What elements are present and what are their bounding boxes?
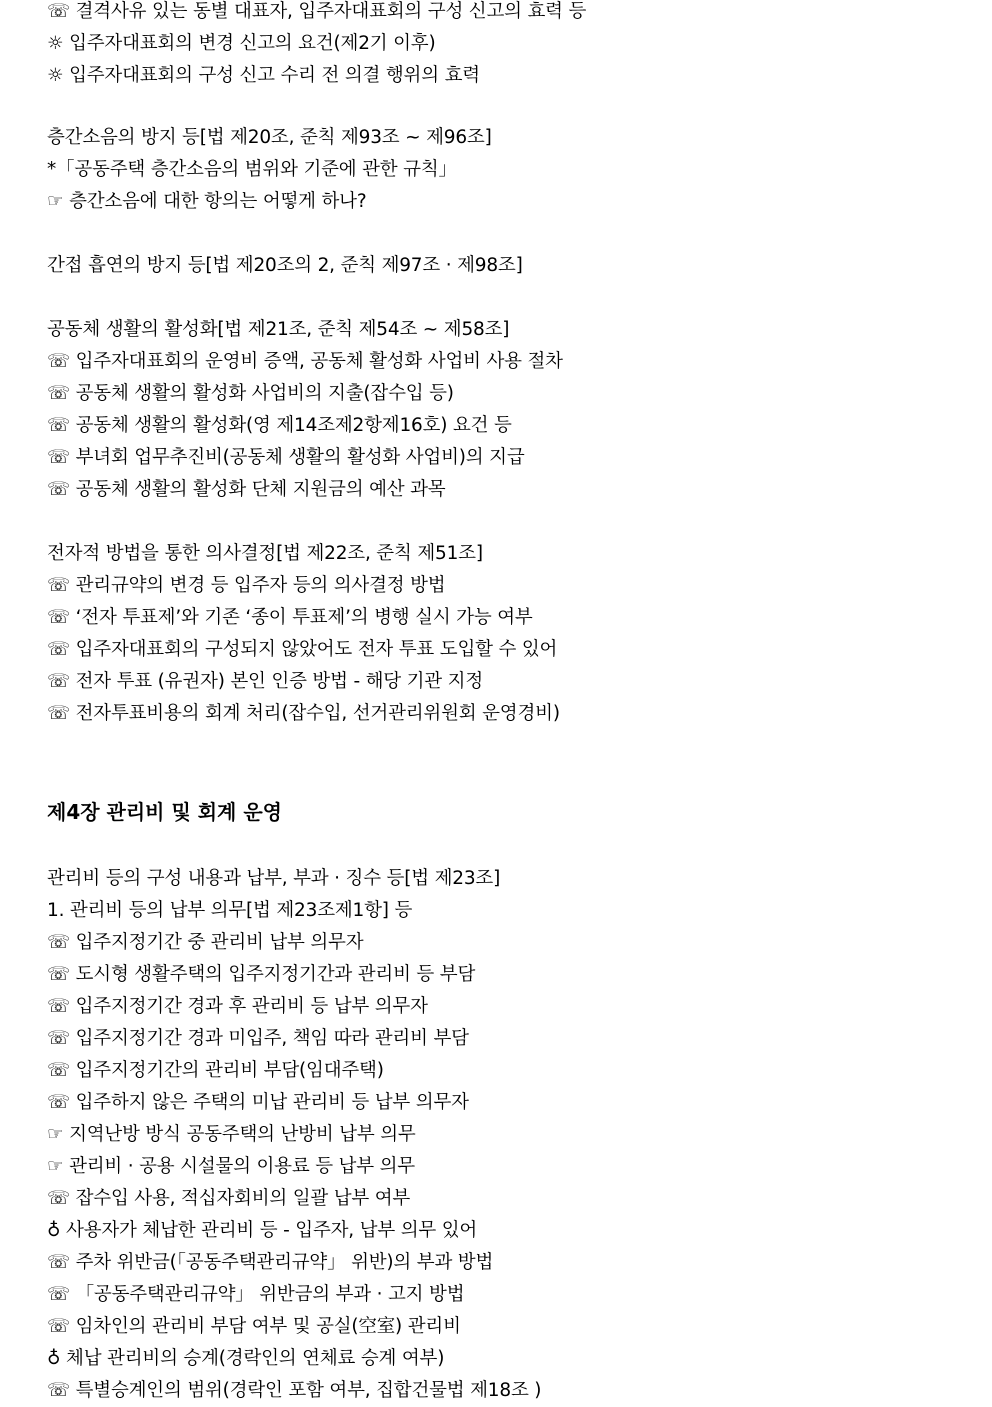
section-title: 전자적 방법을 통한 의사결정[법 제22조, 준칙 제51조]	[47, 543, 483, 564]
list-item: ♁ 사용자가 체납한 관리비 등 - 입주자, 납부 의무 있어	[47, 1220, 478, 1241]
list-item: ☏ 공동체 생활의 활성화(영 제14조제2항제16호) 요건 등	[47, 415, 512, 436]
list-item: ☞ 층간소음에 대한 항의는 어떻게 하나?	[47, 191, 367, 212]
section-title: 층간소음의 방지 등[법 제20조, 준칙 제93조 ~ 제96조]	[47, 127, 492, 148]
list-item: ☏ 잡수입 사용, 적십자회비의 일괄 납부 여부	[47, 1188, 411, 1209]
chapter-heading: 제4장 관리비 및 회계 운영	[47, 800, 282, 824]
list-item: ☏ 전자 투표 (유권자) 본인 인증 방법 - 해당 기관 지정	[47, 671, 484, 692]
list-item: ☏ 공동체 생활의 활성화 단체 지원금의 예산 과목	[47, 479, 446, 500]
list-item: ☼ 입주자대표회의 변경 신고의 요건(제2기 이후)	[47, 33, 436, 54]
section-title: 관리비 등의 구성 내용과 납부, 부과 · 징수 등[법 제23조]	[47, 868, 501, 889]
list-item: ☼ 입주자대표회의 구성 신고 수리 전 의결 행위의 효력	[47, 65, 480, 86]
list-item: ☞ 관리비 · 공용 시설물의 이용료 등 납부 의무	[47, 1156, 415, 1177]
list-item: ☏ 입주자대표회의 운영비 증액, 공동체 활성화 사업비 사용 절차	[47, 351, 563, 372]
list-item: ☏ 전자투표비용의 회계 처리(잡수입, 선거관리위원회 운영경비)	[47, 703, 560, 724]
list-item: *「공동주택 층간소음의 범위와 기준에 관한 규칙」	[47, 159, 457, 180]
list-item: ☏ 결격사유 있는 동별 대표자, 입주자대표회의 구성 신고의 효력 등	[47, 1, 587, 22]
section-title: 공동체 생활의 활성화[법 제21조, 준칙 제54조 ~ 제58조]	[47, 319, 510, 340]
list-item: ☏ 입주지정기간 경과 미입주, 책임 따라 관리비 부담	[47, 1028, 469, 1049]
list-item: ♁ 체납 관리비의 승계(경락인의 연체료 승계 여부)	[47, 1348, 445, 1369]
list-item: ☏ 관리규약의 변경 등 입주자 등의 의사결정 방법	[47, 575, 446, 596]
list-item: ☏ 「공동주택관리규약」 위반금의 부과 · 고지 방법	[47, 1284, 465, 1305]
section-title: 간접 흡연의 방지 등[법 제20조의 2, 준칙 제97조 · 제98조]	[47, 255, 523, 276]
list-item: 1. 관리비 등의 납부 의무[법 제23조제1항] 등	[47, 900, 413, 921]
list-item: ☏ 입주하지 않은 주택의 미납 관리비 등 납부 의무자	[47, 1092, 469, 1113]
list-item: ☏ 특별승계인의 범위(경락인 포함 여부, 집합건물법 제18조 )	[47, 1380, 542, 1401]
list-item: ☏ 입주지정기간 경과 후 관리비 등 납부 의무자	[47, 996, 428, 1017]
list-item: ☏ 주차 위반금(「공동주택관리규약」 위반)의 부과 방법	[47, 1252, 494, 1273]
list-item: ☏ ‘전자 투표제’와 기존 ‘종이 투표제’의 병행 실시 가능 여부	[47, 607, 533, 628]
list-item: ☏ 입주자대표회의 구성되지 않았어도 전자 투표 도입할 수 있어	[47, 639, 558, 660]
list-item: ☏ 부녀회 업무추진비(공동체 생활의 활성화 사업비)의 지급	[47, 447, 525, 468]
list-item: ☏ 임차인의 관리비 부담 여부 및 공실(空室) 관리비	[47, 1316, 461, 1337]
list-item: ☏ 입주지정기간의 관리비 부담(임대주택)	[47, 1060, 384, 1081]
list-item: ☏ 공동체 생활의 활성화 사업비의 지출(잡수입 등)	[47, 383, 454, 404]
list-item: ☏ 입주지정기간 중 관리비 납부 의무자	[47, 932, 364, 953]
list-item: ☞ 지역난방 방식 공동주택의 난방비 납부 의무	[47, 1124, 416, 1145]
list-item: ☏ 도시형 생활주택의 입주지정기간과 관리비 등 부담	[47, 964, 476, 985]
